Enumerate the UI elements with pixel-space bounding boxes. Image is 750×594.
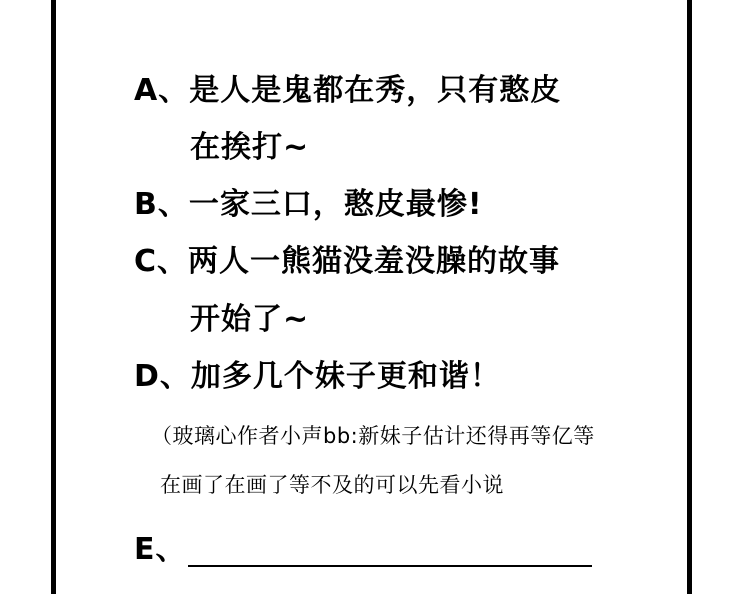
option-a-line-2: 在挨打~ bbox=[190, 130, 310, 165]
option-a-line-1: A、是人是鬼都在秀，只有憨皮 bbox=[134, 73, 562, 108]
option-e-label: E、 bbox=[134, 532, 187, 567]
author-note-line-1: （玻璃心作者小声bb:新妹子估计还得再等亿等 bbox=[151, 424, 595, 448]
option-e-blank-line bbox=[188, 565, 592, 567]
option-c-line-1: C、两人一熊猫没羞没臊的故事 bbox=[134, 244, 561, 279]
option-b-line-1: B、一家三口，憨皮最惨! bbox=[134, 187, 483, 222]
option-d-line-1: D、加多几个妹子更和谐！ bbox=[134, 359, 501, 394]
option-c-line-2: 开始了~ bbox=[190, 302, 310, 337]
author-note-line-2: 在画了在画了等不及的可以先看小说 bbox=[160, 473, 504, 497]
